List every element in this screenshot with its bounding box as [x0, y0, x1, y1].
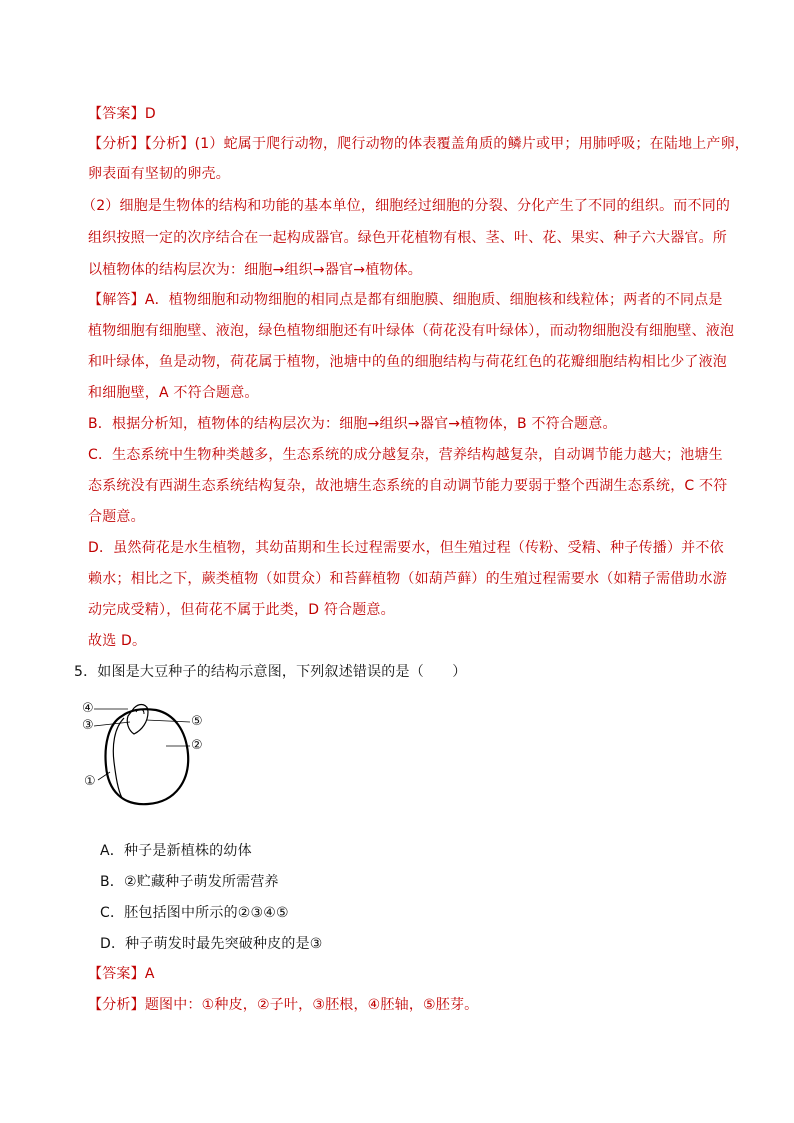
solution-line-b1: B．根据分析知，植物体的结构层次为：细胞→组织→器官→植物体，B 不符合题意。 [88, 416, 617, 432]
label-5: ⑤ [191, 714, 203, 729]
solution-line-d3: 动完成受精），但荷花不属于此类，D 符合题意。 [88, 602, 395, 618]
option-d: D．种子萌发时最先突破种皮的是③ [100, 936, 323, 952]
label-3: ③ [82, 718, 94, 733]
analysis-tag: 【分析】【分析】 [88, 136, 195, 152]
solution-line-a1 [88, 290, 723, 310]
solution-line-a3: 和叶绿体，鱼是动物，荷花属于植物，池塘中的鱼的细胞结构与荷花红色的花瓣细胞结构相比少了液泡 [88, 354, 727, 370]
leader-line-5 [146, 720, 190, 722]
solution-line-c2: 态系统没有西湖生态系统结构复杂，故池塘生态系统的自动调节能力要弱于整个西湖生态系统，C 不符 [88, 478, 728, 494]
analysis-line-5: 以植物体的结构层次为：细胞→组织→器官→植物体。 [88, 262, 422, 278]
cotyledon-edge-line [113, 718, 124, 798]
analysis-line-3: （2）细胞是生物体的结构和功能的基本单位，细胞经过细胞的分裂、分化产生了不同的组织。而不同的 [82, 198, 731, 214]
label-1: ① [84, 774, 96, 789]
soybean-seed-diagram [78, 700, 218, 810]
analysis-text: (1）蛇属于爬行动物，爬行动物的体表覆盖角质的鳞片或甲；用肺呼吸；在陆地上产卵， [194, 136, 749, 152]
analysis2-tag: 【分析】 [88, 997, 145, 1013]
analysis-line-1 [88, 134, 749, 154]
answer-tag: 【答案】 [88, 106, 145, 122]
analysis2-text: 题图中：①种皮，②子叶，③胚根，④胚轴，⑤胚芽。 [144, 997, 479, 1013]
option-b: B．②贮藏种子萌发所需营养 [100, 874, 279, 890]
answer-line-1 [88, 104, 156, 124]
answer2-value: A [144, 966, 155, 982]
solution-text-a1: A．植物细胞和动物细胞的相同点是都有细胞膜、细胞质、细胞核和线粒体；两者的不同点是 [144, 292, 723, 308]
answer2-tag: 【答案】 [88, 966, 145, 982]
solution-line-c1: C．生态系统中生物种类越多，生态系统的成分越复杂，营养结构越复杂，自动调节能力越大；池塘生 [88, 447, 723, 463]
analysis2-line [88, 995, 478, 1015]
question-stem: 5．如图是大豆种子的结构示意图，下列叙述错误的是（ ） [74, 664, 467, 680]
label-4: ④ [82, 701, 94, 716]
solution-line-d2: 赖水；相比之下，蕨类植物（如贯众）和苔藓植物（如葫芦藓）的生殖过程需要水（如精子需借助水游 [88, 571, 727, 587]
answer-line-2 [88, 964, 155, 984]
label-2: ② [191, 738, 203, 753]
answer-value: D [144, 106, 156, 122]
option-c: C．胚包括图中所示的②③④⑤ [100, 905, 289, 921]
solution-line-a4: 和细胞壁，A 不符合题意。 [88, 385, 259, 401]
analysis-line-2: 卵表面有坚韧的卵壳。 [88, 166, 230, 182]
solution-conclusion: 故选 D。 [88, 633, 147, 649]
analysis-line-4: 组织按照一定的次序结合在一起构成器官。绿色开花植物有根、茎、叶、花、果实、种子六大器官。所 [88, 230, 727, 246]
solution-tag: 【解答】 [88, 292, 145, 308]
solution-line-d1: D．虽然荷花是水生植物，其幼苗期和生长过程需要水，但生殖过程（传粉、受精、种子传播）并不依 [88, 540, 724, 556]
solution-line-a2: 植物细胞有细胞壁、液泡，绿色植物细胞还有叶绿体（荷花没有叶绿体），而动物细胞没有细胞壁、液泡 [88, 323, 735, 339]
solution-line-c3: 合题意。 [88, 509, 145, 525]
option-a: A．种子是新植株的幼体 [100, 843, 252, 859]
